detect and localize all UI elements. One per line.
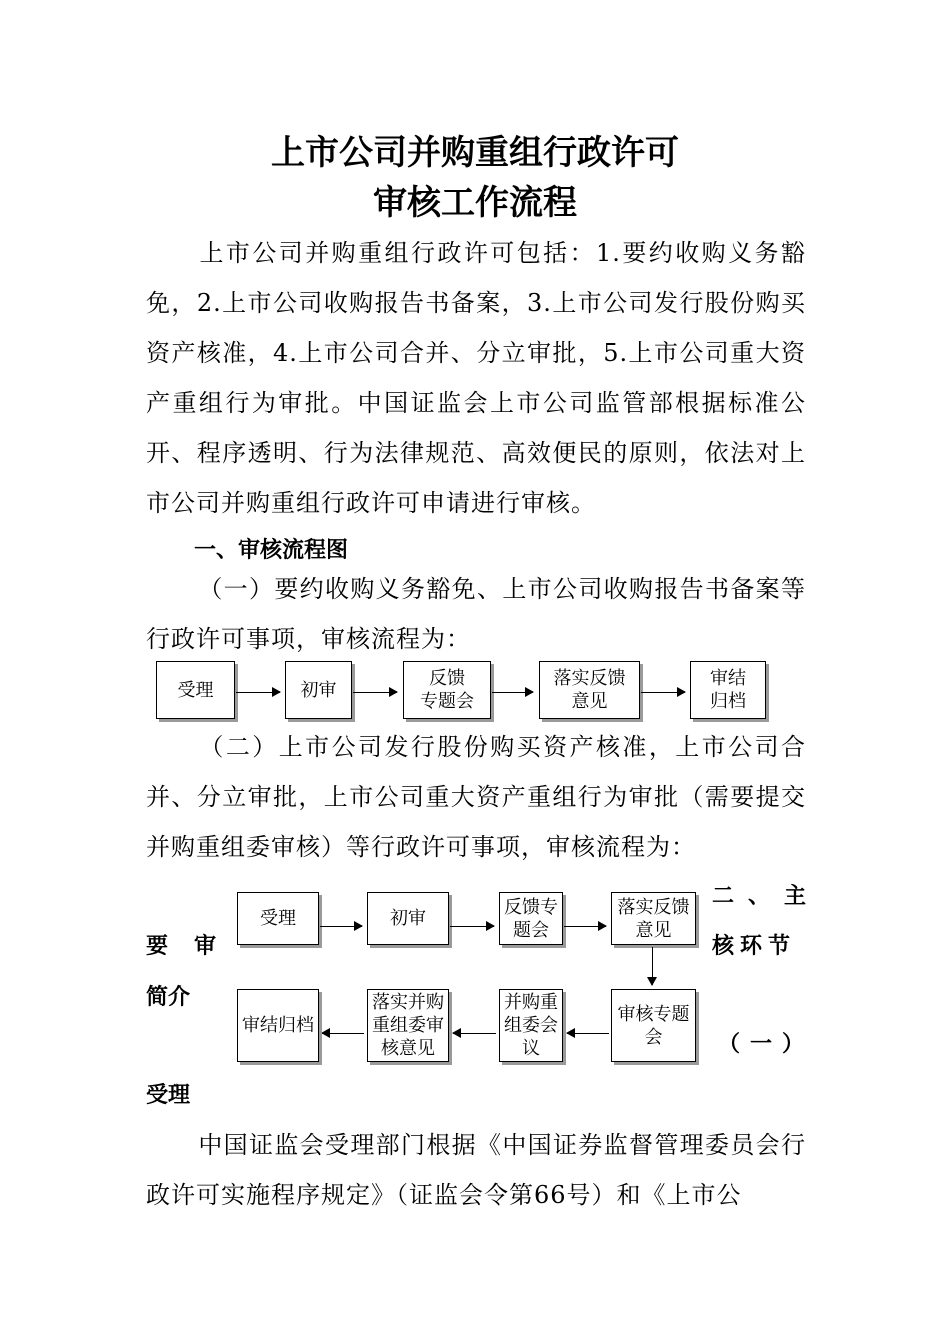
section1-sub1 <box>146 564 806 664</box>
flow2-arrow-2 <box>450 926 494 927</box>
title-line-2: 审核工作流程 <box>373 183 577 223</box>
section2-heading-part-1: 二、主 <box>712 884 821 909</box>
flow1-step-feedback-meeting: 反馈 专题会 <box>403 661 491 719</box>
flow1-step-archive: 审结 归档 <box>690 661 766 719</box>
flow1-step-review: 初审 <box>285 661 352 719</box>
flow2-arrow-3 <box>564 926 606 927</box>
intro-text: 上市公司并购重组行政许可包括：1.要约收购义务豁免，2.上市公司收购报告书备案，3.上市公司发行股份购买资产核准，4.上市公司合并、分立审批，5.上市公司重大资产重组行为审批。中国证监会上市公司监管部根据标准公开、程序透明、行为法律规范、高效便民的原则，依法对上市公司并购重组行政许可申请进行审核。 <box>146 239 806 517</box>
flow1-step-implement-feedback: 落实反馈 意见 <box>539 661 640 719</box>
flow2-step-implement-committee: 落实并购 重组委审 核意见 <box>367 989 449 1062</box>
flow1-step-accept: 受理 <box>156 661 235 719</box>
flow2-step-archive: 审结归档 <box>237 989 319 1062</box>
flow1-arrow-3 <box>492 692 533 693</box>
flow2-arrow-5 <box>453 1033 496 1034</box>
flow2-step-feedback-meeting: 反馈专 题会 <box>499 892 563 945</box>
section2-sub-part-2: 受理 <box>146 1083 191 1108</box>
flow2-step-implement-feedback: 落实反馈 意见 <box>611 892 696 945</box>
section1-sub2-text: （二）上市公司发行股份购买资产核准，上市公司合并、分立审批，上市公司重大资产重组行为审批（需要提交并购重组委审核）等行政许可事项，审核流程为： <box>146 733 806 861</box>
title-line-1: 上市公司并购重组行政许可 <box>271 133 679 173</box>
flow2-step-review: 初审 <box>367 892 449 945</box>
section2-heading-part-2: 要 审 <box>146 934 219 959</box>
flow2-step-accept: 受理 <box>237 892 319 945</box>
flow2-arrow-1 <box>320 926 362 927</box>
flow2-step-review-meeting: 审核专题 会 <box>611 989 696 1062</box>
section2-heading-part-4: 简介 <box>146 985 191 1010</box>
intro-paragraph <box>146 228 806 528</box>
section2-body-text: 中国证监会受理部门根据《中国证券监督管理委员会行政许可实施程序规定》（证监会令第66号）和《上市公 <box>146 1131 806 1209</box>
flow2-arrow-4 <box>567 1033 609 1034</box>
flow2-step-committee-meeting: 并购重 组委会 议 <box>499 989 563 1062</box>
section1-heading: 一、审核流程图 <box>194 538 349 563</box>
section1-sub2 <box>146 722 806 872</box>
flow2-arrow-down <box>652 947 653 985</box>
flow1-arrow-4 <box>641 692 685 693</box>
flow1-arrow-2 <box>353 692 397 693</box>
flow2-arrow-6 <box>322 1033 364 1034</box>
section1-sub1-text: （一）要约收购义务豁免、上市公司收购报告书备案等行政许可事项，审核流程为： <box>146 575 806 653</box>
flow1-arrow-1 <box>236 692 280 693</box>
section2-body <box>146 1120 806 1220</box>
section2-heading-part-3: 核环节 <box>712 934 797 959</box>
section2-sub-part-1: （一） <box>718 1032 815 1057</box>
